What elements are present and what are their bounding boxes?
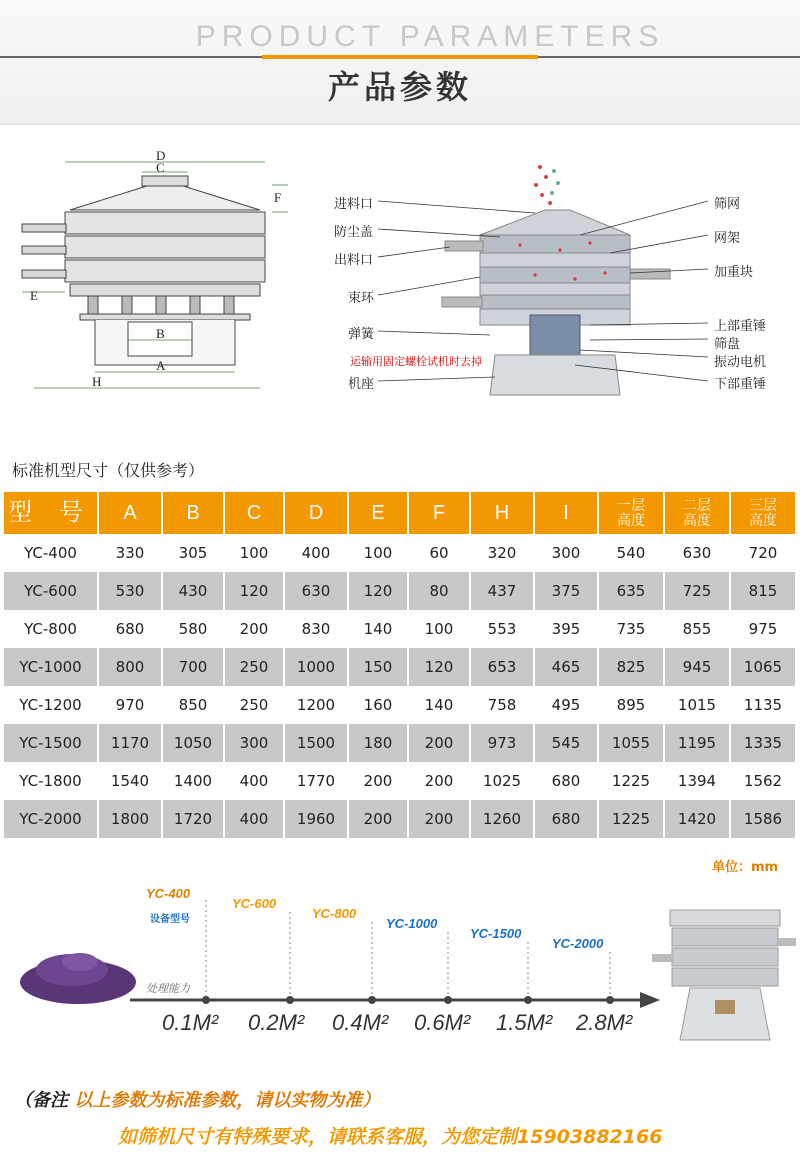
table-cell: 1170	[98, 724, 162, 762]
table-cell: 100	[348, 534, 408, 572]
table-cell: 680	[98, 610, 162, 648]
dim-label-a: A	[156, 358, 166, 373]
powder-image	[20, 953, 136, 1004]
table-row	[4, 572, 796, 610]
table-cell: 400	[284, 534, 348, 572]
table-cell: 1225	[598, 800, 664, 838]
table-cell: 200	[224, 610, 284, 648]
table-cell: 395	[534, 610, 598, 648]
table-cell: 1050	[162, 724, 224, 762]
page-header	[0, 0, 800, 125]
capacity-model-label: YC-600	[232, 896, 277, 911]
material-particles	[534, 165, 552, 205]
table-cell: 430	[162, 572, 224, 610]
table-cell: 725	[664, 572, 730, 610]
table-body	[4, 534, 796, 838]
table-cell: 1260	[470, 800, 534, 838]
table-cell: 1025	[470, 762, 534, 800]
model-cell: YC-1800	[4, 762, 98, 800]
table-cell: 330	[98, 534, 162, 572]
table-cell: 120	[348, 572, 408, 610]
column-header: 一层 高度	[598, 492, 664, 534]
table-cell: 250	[224, 648, 284, 686]
table-cell: 895	[598, 686, 664, 724]
table-cell: 630	[284, 572, 348, 610]
table-cell: 200	[408, 724, 470, 762]
table-cell: 975	[730, 610, 796, 648]
table-cell: 1800	[98, 800, 162, 838]
table-cell: 200	[348, 800, 408, 838]
column-header: H	[470, 492, 534, 534]
capacity-value: 0.1M²	[162, 1010, 219, 1035]
table-cell: 100	[408, 610, 470, 648]
table-row	[4, 724, 796, 762]
table-cell: 945	[664, 648, 730, 686]
table-header-row	[4, 492, 796, 534]
table-cell: 1000	[284, 648, 348, 686]
table-cell: 580	[162, 610, 224, 648]
capacity-model-label: YC-1500	[470, 926, 522, 941]
label-screen-tray: 筛盘	[714, 337, 741, 352]
note-lead: （备注	[14, 1090, 68, 1111]
table-cell: 320	[470, 534, 534, 572]
label-base: 机座	[348, 377, 375, 392]
table-cell: 635	[598, 572, 664, 610]
model-cell: YC-1500	[4, 724, 98, 762]
header-accent-bar	[262, 55, 538, 59]
table-cell: 200	[408, 800, 470, 838]
label-upper-weight: 上部重锤	[714, 319, 767, 334]
table-cell: 1540	[98, 762, 162, 800]
dim-label-h: H	[92, 374, 102, 389]
table-row	[4, 648, 796, 686]
column-header: B	[162, 492, 224, 534]
column-header: I	[534, 492, 598, 534]
label-mesh-frame: 网架	[714, 231, 741, 246]
table-cell: 495	[534, 686, 598, 724]
table-cell: 630	[664, 534, 730, 572]
label-inlet: 进料口	[334, 197, 374, 212]
table-cell: 160	[348, 686, 408, 724]
table-cell: 680	[534, 762, 598, 800]
table-cell: 530	[98, 572, 162, 610]
table-cell: 800	[98, 648, 162, 686]
table-cell: 815	[730, 572, 796, 610]
table-cell: 973	[470, 724, 534, 762]
header-title-en: PRODUCT PARAMETERS	[195, 20, 665, 53]
model-cell: YC-600	[4, 572, 98, 610]
table-cell: 250	[224, 686, 284, 724]
label-outlet: 出料口	[334, 253, 374, 268]
table-row	[4, 610, 796, 648]
label-weight-block: 加重块	[714, 265, 754, 280]
table-cell: 1335	[730, 724, 796, 762]
table-cell: 305	[162, 534, 224, 572]
label-dust-cover: 防尘盖	[334, 225, 374, 240]
capacity-model-label: YC-2000	[552, 936, 604, 951]
model-cell: YC-1200	[4, 686, 98, 724]
column-header: D	[284, 492, 348, 534]
model-cell: YC-400	[4, 534, 98, 572]
table-cell: 1195	[664, 724, 730, 762]
table-cell: 1960	[284, 800, 348, 838]
spec-table	[4, 492, 797, 838]
table-cell: 1720	[162, 800, 224, 838]
table-cell: 825	[598, 648, 664, 686]
table-cell: 1135	[730, 686, 796, 724]
model-sub-label: 设备型号	[150, 914, 190, 925]
model-cell: YC-1000	[4, 648, 98, 686]
table-row	[4, 762, 796, 800]
table-cell: 1225	[598, 762, 664, 800]
table-cell: 700	[162, 648, 224, 686]
column-header: 三层 高度	[730, 492, 796, 534]
note-line-2: 如筛机尺寸有特殊要求，请联系客服，为您定制15903882166	[118, 1126, 663, 1148]
capacity-model-label: YC-1000	[386, 916, 438, 931]
table-cell: 400	[224, 800, 284, 838]
column-header: 二层 高度	[664, 492, 730, 534]
note-text: 以上参数为标准参数，请以实物为准）	[74, 1090, 381, 1111]
table-cell: 758	[470, 686, 534, 724]
table-cell: 1065	[730, 648, 796, 686]
machine-image	[652, 910, 796, 1040]
unit-label: 单位：mm	[712, 860, 779, 875]
label-clamp-ring: 束环	[348, 291, 375, 306]
capacity-value: 1.5M²	[496, 1010, 553, 1035]
column-header: 型 号	[4, 492, 98, 534]
dim-label-f: F	[274, 190, 282, 205]
capacity-section	[0, 870, 800, 1070]
parts-diagram	[330, 155, 800, 400]
table-cell: 180	[348, 724, 408, 762]
table-cell: 200	[408, 762, 470, 800]
table-cell: 1015	[664, 686, 730, 724]
label-warning: 运输用固定螺栓试机时去掉	[350, 355, 482, 368]
table-cell: 1770	[284, 762, 348, 800]
table-cell: 830	[284, 610, 348, 648]
capacity-value: 0.6M²	[414, 1010, 471, 1035]
table-cell: 540	[598, 534, 664, 572]
table-cell: 1500	[284, 724, 348, 762]
table-cell: 680	[534, 800, 598, 838]
dimension-drawing	[10, 150, 306, 400]
table-caption: 标准机型尺寸（仅供参考）	[12, 461, 205, 480]
table-cell: 300	[224, 724, 284, 762]
table-cell: 80	[408, 572, 470, 610]
table-cell: 735	[598, 610, 664, 648]
table-cell: 200	[348, 762, 408, 800]
table-cell: 1420	[664, 800, 730, 838]
table-cell: 120	[408, 648, 470, 686]
table-cell: 375	[534, 572, 598, 610]
column-header: F	[408, 492, 470, 534]
table-cell: 855	[664, 610, 730, 648]
table-cell: 653	[470, 648, 534, 686]
capacity-value: 0.2M²	[248, 1010, 305, 1035]
dim-label-b: B	[156, 326, 165, 341]
label-lower-weight: 下部重锤	[714, 377, 767, 392]
label-screen-mesh: 筛网	[714, 197, 741, 212]
table-row	[4, 686, 796, 724]
label-vibration-motor: 振动电机	[714, 355, 767, 370]
table-cell: 1055	[598, 724, 664, 762]
dim-label-e: E	[30, 288, 38, 303]
table-cell: 553	[470, 610, 534, 648]
table-cell: 140	[408, 686, 470, 724]
table-cell: 100	[224, 534, 284, 572]
header-title-cn: 产品参数	[327, 68, 472, 106]
capacity-model-label: YC-400	[146, 886, 191, 901]
dimension-diagram	[10, 150, 306, 400]
capacity-graphic	[0, 870, 800, 1070]
table-row	[4, 800, 796, 838]
table-cell: 400	[224, 762, 284, 800]
table-cell: 545	[534, 724, 598, 762]
table-cell: 1400	[162, 762, 224, 800]
note-line-1	[14, 1086, 380, 1112]
table-cell: 850	[162, 686, 224, 724]
table-cell: 437	[470, 572, 534, 610]
table-cell: 1586	[730, 800, 796, 838]
table-cell: 120	[224, 572, 284, 610]
table-cell: 300	[534, 534, 598, 572]
table-cell: 465	[534, 648, 598, 686]
dim-label-c: C	[156, 160, 165, 175]
table-cell: 970	[98, 686, 162, 724]
table-cell: 140	[348, 610, 408, 648]
table-row	[4, 534, 796, 572]
capacity-label: 处理能力	[146, 982, 190, 995]
model-cell: YC-2000	[4, 800, 98, 838]
table-cell: 720	[730, 534, 796, 572]
dim-label-d: D	[156, 150, 166, 163]
capacity-value: 2.8M²	[576, 1010, 633, 1035]
table-cell: 1562	[730, 762, 796, 800]
label-spring: 弹簧	[348, 327, 375, 342]
table-cell: 1200	[284, 686, 348, 724]
table-cell: 60	[408, 534, 470, 572]
table-cell: 1394	[664, 762, 730, 800]
column-header: C	[224, 492, 284, 534]
model-cell: YC-800	[4, 610, 98, 648]
capacity-value: 0.4M²	[332, 1010, 389, 1035]
capacity-model-label: YC-800	[312, 906, 357, 921]
column-header: A	[98, 492, 162, 534]
column-header: E	[348, 492, 408, 534]
table-cell: 150	[348, 648, 408, 686]
